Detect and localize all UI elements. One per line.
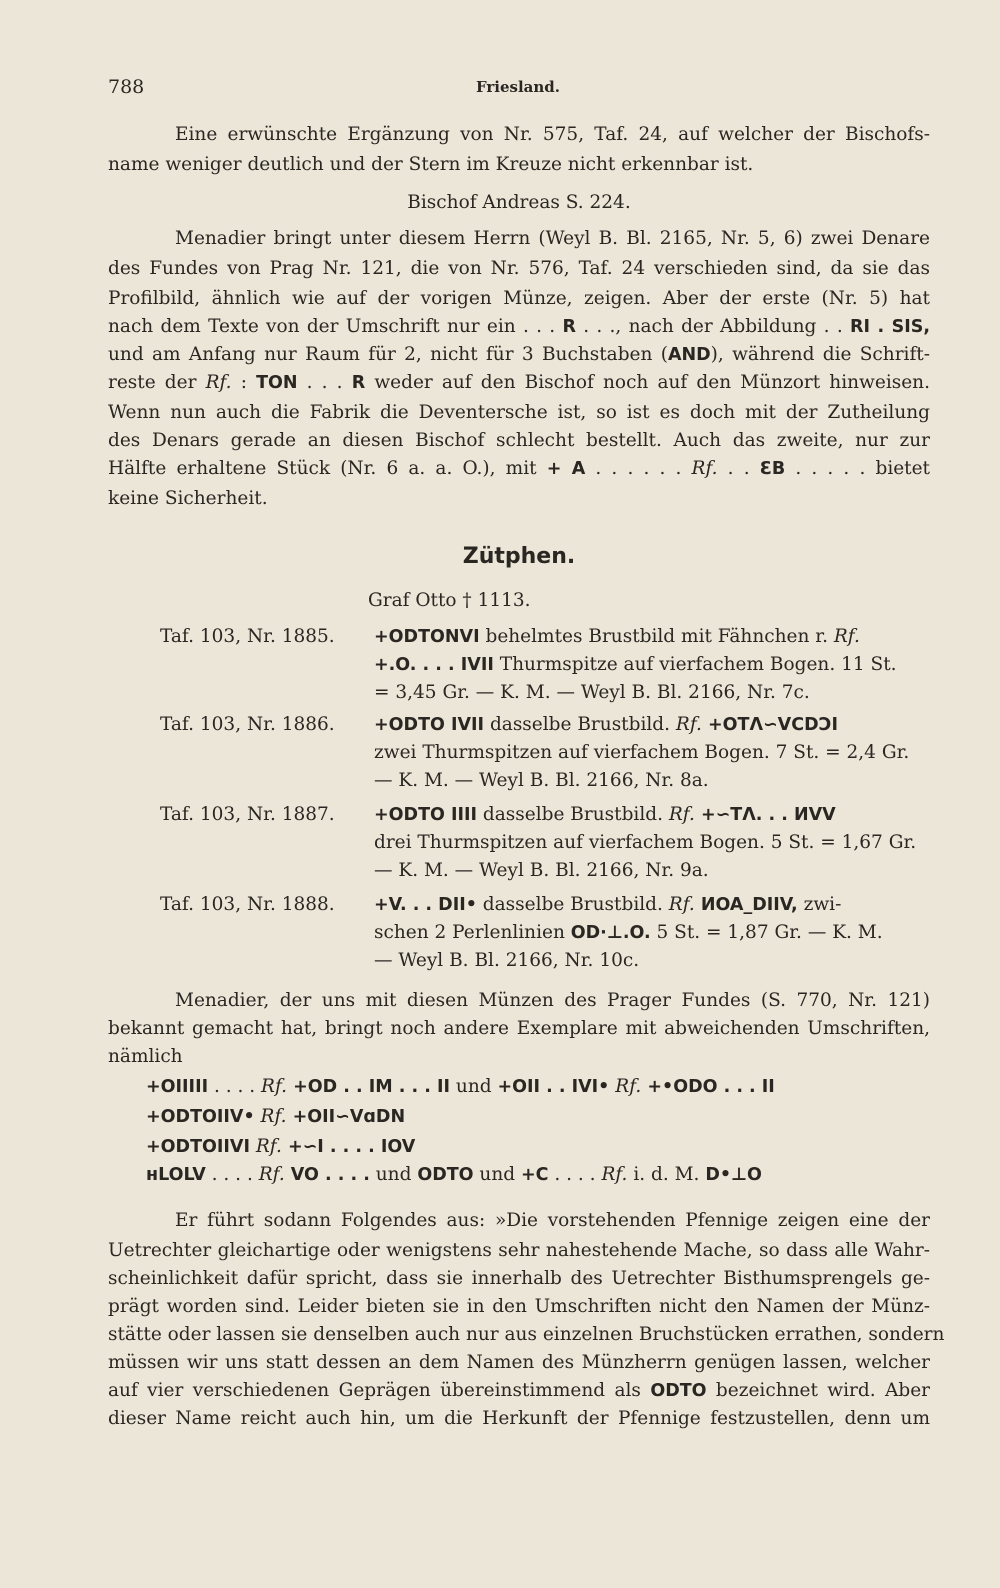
para2-line-9: Hälfte erhaltene Stück (Nr. 6 a. a. O.), mit + A . . . . . . Rf. . . ƐB . . . . . bietet: [108, 458, 930, 479]
legend-text: +.O. . . . IVII: [374, 655, 494, 675]
para2-line-4: nach dem Texte von der Umschrift nur ein . . . R . . ., nach der Abbildung . . RI . SIS,: [108, 316, 930, 337]
legend-text: RI . SIS,: [850, 317, 930, 337]
entry-1888-line-2: schen 2 Perlenlinien OD·⊥.O. 5 St. = 1,87 Gr. — K. M.: [374, 922, 883, 943]
reverse-abbrev: Rf.: [205, 372, 232, 393]
entry-1888-line-1: +V. . . DII• dasselbe Brustbild. Rf. ИOA_DIIV, zwi-: [374, 894, 842, 915]
reverse-abbrev: Rf.: [261, 1076, 288, 1097]
para1-line-1: Eine erwünschte Ergänzung von Nr. 575, Taf. 24, auf welcher der Bischofs-: [175, 124, 930, 145]
para4-line-6: müssen wir uns statt dessen an dem Namen des Münzherrn genügen lassen, welcher: [108, 1352, 930, 1373]
entry-ref: Taf. 103, Nr. 1888.: [160, 894, 335, 915]
legend-text: + A: [546, 459, 586, 479]
para2-line-10: keine Sicherheit.: [108, 488, 268, 509]
para4-line-7: auf vier verschiedenen Geprägen übereinstimmend als ODTO bezeichnet wird. Aber: [108, 1380, 930, 1401]
reverse-abbrev: Rf.: [260, 1106, 287, 1127]
entry-1886-line-1: +ODTO IVII dasselbe Brustbild. Rf. +OTΛ∽VCDƆI: [374, 714, 838, 735]
section-heading-zutphen: Zütphen.: [462, 544, 576, 569]
para3-line-2: bekannt gemacht hat, bringt noch andere Exemplare mit abweichenden Umschriften,: [108, 1018, 930, 1039]
entry-1887-line-2: drei Thurmspitzen auf vierfachem Bogen. 5 St. = 1,67 Gr.: [374, 832, 917, 853]
legend-text: ODTO: [650, 1381, 707, 1401]
reverse-abbrev: Rf.: [668, 894, 695, 915]
reverse-abbrev: Rf.: [675, 714, 702, 735]
reverse-abbrev: Rf.: [601, 1164, 628, 1185]
para4-line-1: Er führt sodann Folgendes aus: »Die vorstehenden Pfennige zeigen eine der: [175, 1210, 930, 1231]
legend-text: +V. . . DII•: [374, 895, 477, 915]
heading-graf-otto: Graf Otto † 1113.: [368, 590, 531, 611]
entry-ref: Taf. 103, Nr. 1886.: [160, 714, 335, 735]
legend-text: +ODTO IIII: [374, 805, 478, 825]
heading-bischof-andreas: Bischof Andreas S. 224.: [407, 192, 631, 213]
legend-row-1: +OIIIII . . . . Rf. +OD . . IM . . . II und +OII . . IVI• Rf. +•ODO . . . II: [146, 1076, 775, 1097]
entry-1886-line-3: — K. M. — Weyl B. Bl. 2166, Nr. 8a.: [374, 770, 709, 791]
para2-line-7: Wenn nun auch die Fabrik die Deventersche ist, so ist es doch mit der Zutheilung: [108, 402, 930, 423]
legend-text: +ODTO IVII: [374, 715, 485, 735]
para4-line-4: prägt worden sind. Leider bieten sie in den Umschriften nicht den Namen der Münz-: [108, 1296, 930, 1317]
reverse-abbrev: Rf.: [255, 1136, 282, 1157]
entry-1885-line-3: = 3,45 Gr. — K. M. — Weyl B. Bl. 2166, Nr. 7c.: [374, 682, 810, 703]
legend-text: ʜLOLV: [146, 1165, 206, 1185]
para3-line-1: Menadier, der uns mit diesen Münzen des Prager Fundes (S. 770, Nr. 121): [175, 990, 930, 1011]
para2-line-8: des Denars gerade an diesen Bischof schlecht bestellt. Auch das zweite, nur zur: [108, 430, 930, 451]
legend-text: +OTΛ∽VCDƆI: [701, 715, 838, 735]
legend-text: AND: [667, 345, 711, 365]
reverse-abbrev: Rf.: [833, 626, 860, 647]
para2-line-2: des Fundes von Prag Nr. 121, die von Nr. 576, Taf. 24 verschieden sind, da sie das: [108, 258, 930, 279]
para2-line-1: Menadier bringt unter diesem Herrn (Weyl B. Bl. 2165, Nr. 5, 6) zwei Denare: [175, 228, 930, 249]
legend-text: +OII . . IVI•: [497, 1077, 610, 1097]
legend-text: +∽I . . . . IOV: [281, 1137, 416, 1157]
legend-text: R: [562, 317, 576, 337]
running-title: Friesland.: [475, 78, 560, 96]
legend-text: ƐB: [759, 459, 786, 479]
para3-line-3: nämlich: [108, 1046, 183, 1067]
legend-text: +OII∽VɑDN: [286, 1107, 406, 1127]
entry-1885-line-2: +.O. . . . IVII Thurmspitze auf vierfachem Bogen. 11 St.: [374, 654, 897, 675]
legend-text: +OIIIII: [146, 1077, 209, 1097]
running-header: [108, 76, 928, 106]
reverse-abbrev: Rf.: [691, 458, 718, 479]
legend-text: TON: [256, 373, 298, 393]
legend-text: ODTO: [417, 1165, 474, 1185]
reverse-abbrev: Rf.: [258, 1164, 285, 1185]
entry-ref: Taf. 103, Nr. 1885.: [160, 626, 335, 647]
para2-line-6: reste der Rf. : TON . . . R weder auf den Bischof noch auf den Münzort hinweisen.: [108, 372, 930, 393]
entry-1887-line-1: +ODTO IIII dasselbe Brustbild. Rf. +∽TΛ. . . ИVV: [374, 804, 836, 825]
para4-line-2: Uetrechter gleichartige oder wenigstens sehr nahestehende Mache, so dass alle Wahr-: [108, 1240, 930, 1261]
entry-1886-line-2: zwei Thurmspitzen auf vierfachem Bogen. 7 St. = 2,4 Gr.: [374, 742, 910, 763]
para2-line-5: und am Anfang nur Raum für 2, nicht für 3 Buchstaben (AND), während die Schrift-: [108, 344, 930, 365]
reverse-abbrev: Rf.: [615, 1076, 642, 1097]
legend-text: +ODTOIIV•: [146, 1107, 255, 1127]
para1-line-2: name weniger deutlich und der Stern im Kreuze nicht erkennbar ist.: [108, 154, 754, 175]
legend-text: +∽TΛ. . . ИVV: [694, 805, 836, 825]
legend-text: +OD . . IM . . . II: [287, 1077, 451, 1097]
legend-text: +ODTOIIVI: [146, 1137, 250, 1157]
page-number: 788: [108, 76, 145, 98]
para4-line-8: dieser Name reicht auch hin, um die Herkunft der Pfennige festzustellen, denn um: [108, 1408, 930, 1429]
entry-1887-line-3: — K. M. — Weyl B. Bl. 2166, Nr. 9a.: [374, 860, 709, 881]
legend-row-3: [146, 1134, 415, 1160]
legend-text: R: [351, 373, 366, 393]
legend-text: D•⊥O: [705, 1165, 762, 1185]
para2-line-3: Profilbild, ähnlich wie auf der vorigen Münze, zeigen. Aber der erste (Nr. 5) hat: [108, 288, 930, 309]
para4-line-5: stätte oder lassen sie denselben auch nur aus einzelnen Bruchstücken errathen, sondern: [108, 1324, 945, 1345]
legend-text: VO . . . .: [284, 1165, 370, 1185]
legend-text: ИOA_DIIV,: [694, 895, 798, 915]
reverse-abbrev: Rf.: [668, 804, 695, 825]
legend-text: +C: [520, 1165, 549, 1185]
entry-1888-line-3: — Weyl B. Bl. 2166, Nr. 10c.: [374, 950, 640, 971]
legend-row-2: [146, 1104, 405, 1130]
legend-row-4: ʜLOLV . . . . Rf. VO . . . . und ODTO und +C . . . . Rf. i. d. M. D•⊥O: [146, 1164, 762, 1185]
legend-text: OD·⊥.O.: [570, 923, 651, 943]
para4-line-3: scheinlichkeit dafür spricht, dass sie innerhalb des Uetrechter Bisthumsprengels ge-: [108, 1268, 930, 1289]
legend-text: +ODTONVI: [374, 627, 480, 647]
entry-ref: Taf. 103, Nr. 1887.: [160, 804, 335, 825]
entry-1885-line-1: +ODTONVI behelmtes Brustbild mit Fähnchen r. Rf.: [374, 626, 860, 647]
legend-text: +•ODO . . . II: [641, 1077, 775, 1097]
